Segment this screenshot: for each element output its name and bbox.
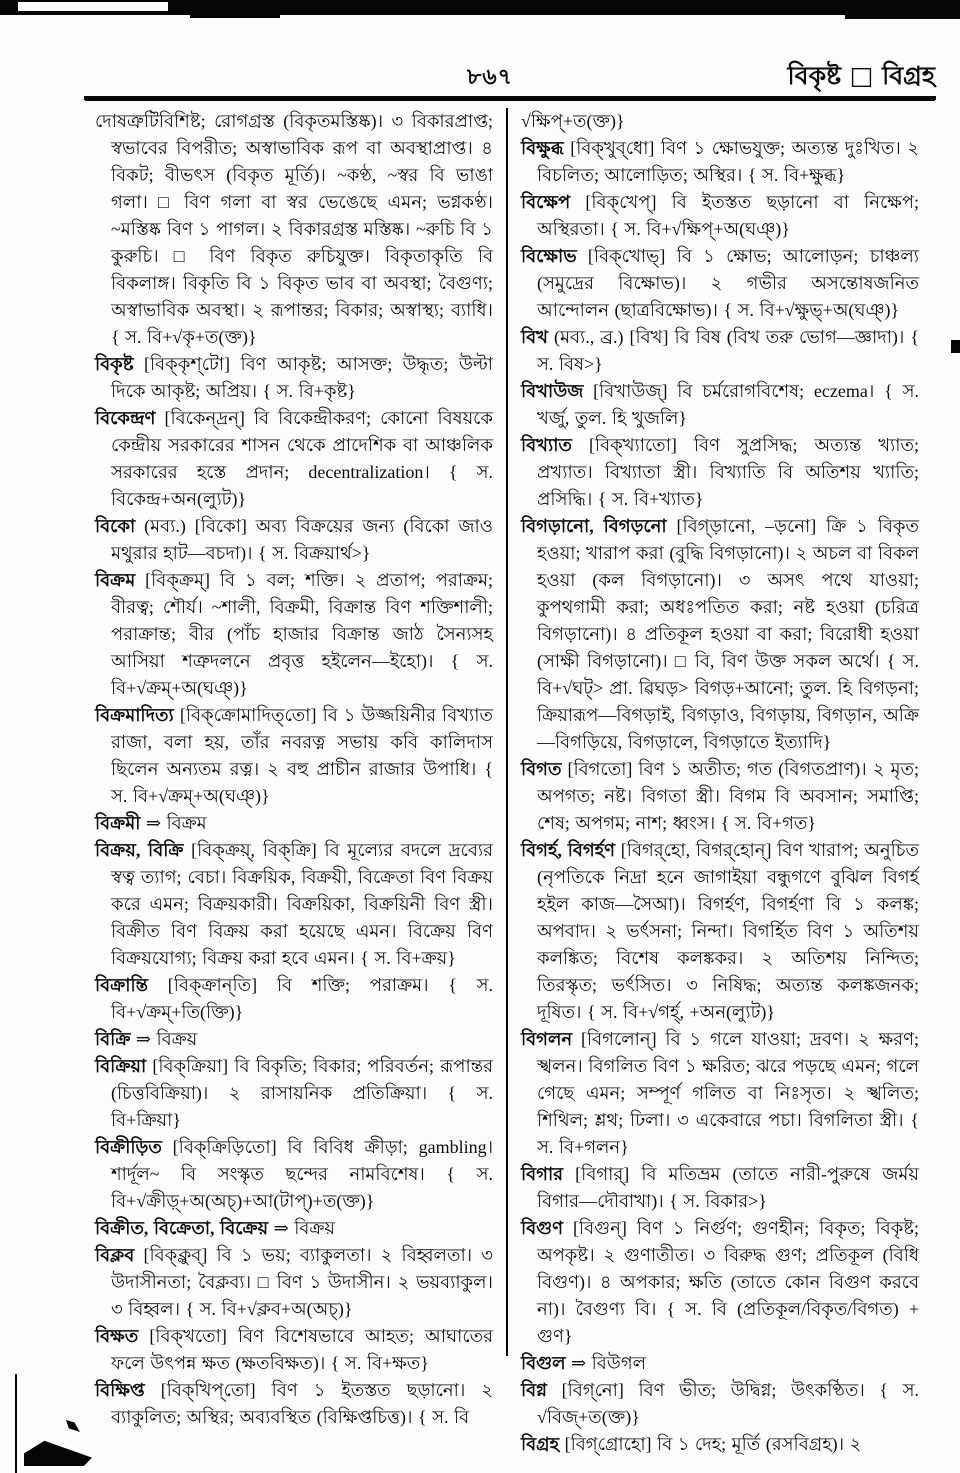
dictionary-entry [521,1350,919,1377]
entry-body: [বিগ্‌গ্রোহো] বি ১ দেহ; মূর্তি (রসবিগ্রহ)। ২ [564,1434,862,1454]
scan-artifact-blob [24,1438,92,1466]
entry-headword: বিগ্ন [521,1380,562,1400]
scan-artifact-noise [18,2,168,11]
entry-headword: বিক্রীড়িত [95,1137,173,1157]
dictionary-entry [95,1215,493,1242]
entry-body: [বিগ্‌ড়ানো, –ড়নো] ক্রি ১ বিকৃত হওয়া; খারাপ করা (বুদ্ধি বিগড়ানো)। ২ অচল বা বিকল হওয়া (কল বিগড়ানো)। ৩ অসৎ পথে যাওয়া; কুপথগামী করা; অধঃপতিত করা; নষ্ট হওয়া (চরিত্র বিগড়ানো)। ৪ প্রতিকূল হওয়া বা করা; বিরোধী হওয়া (সাক্ষী বিগড়ানো)। □ বি, বিণ উক্ত সকল অর্থে। { স. বি+√ঘট্> প্রা. ৱিঘড়> বিগড়+আনো; তুল. হি বিগড়না; ক্রিয়ারূপ—বিগড়াই, বিগড়াও, বিগড়ায়, বিগড়ান, অক্রি—বিগড়িয়ে, বিগড়ালে, বিগড়াতে ইত্যাদি} [537,516,919,752]
entry-headword: বিক্ষেপ [521,192,586,212]
scan-artifact-fragment [845,15,960,19]
entry-body: [বিক্‌ক্রম্] বি ১ বল; শক্তি। ২ প্রতাপ; পরাক্রম; বীরত্ব; শৌর্য। ~শালী, বিক্রমী, বিক্রান্ত বিণ শক্তিশালী; পরাক্রান্ত; বীর (পাঁচ হাজার বিক্রান্ত জাঠ সৈন্যসহ আসিয়া শত্রুদলনে প্রবৃত্ত হইলেন—ইহো)। { স. বি+√ক্রম্+অ(ঘঞ্)} [111,570,493,698]
page-header [85,56,935,94]
entry-headword: বিগুল [521,1353,572,1373]
page-number: ৮৬৭ [467,64,513,89]
entry-body: √ক্ষিপ্+ত(ক্ত)} [521,111,625,131]
entry-body: ⇒ বিক্রম [145,813,207,833]
dictionary-entry [95,1242,493,1323]
entry-headword: বিক্ষোভ [521,246,588,266]
entry-body: [বিক্‌ক্রান্‌তি] বি শক্তি; পরাক্রম। { স. বি+√ক্রম্+তি(ক্তি)} [111,975,493,1022]
entry-headword: বিগড়ানো, বিগড়নো [521,516,677,536]
entry-headword: বিকৃষ্ট [95,354,145,374]
entry-headword: বিগত [521,759,568,779]
entry-body: [বিক্‌ক্রোমাদিত্‌তো] বি ১ উজ্জয়িনীর বিখ্যাত রাজা, বলা হয়, তাঁর নবরত্ন সভায় কবি কালিদাস ছিলেন অন্যতম রত্ন। ২ বহু প্রাচীন রাজার উপাধি। { স. বি+√ক্রম্+অ(ঘঞ্)} [111,705,493,806]
dictionary-entry [95,567,493,702]
entry-body: [বিক্‌খেপ্] বি ইতস্তত ছড়ানো বা নিক্ষেপ; অস্থিরতা। { স. বি+√ক্ষিপ্+অ(ঘঞ্)} [537,192,920,239]
entry-body: [বিগর্‌হো, বিগর্‌হোন্] বিণ খারাপ; অনুচিত (নৃপতিকে নিদ্রা হনে জাগাইয়া বন্ধুগণে বুঝিল বিগর্হ হইল কাজ—সৈআ)। বিগর্হণ, বিগর্হণা বি ১ কলঙ্ক; অপবাদ। ২ ভর্ৎসনা; নিন্দা। বিগর্হিত বিণ ১ অতিশয় কলঙ্কিত; বিশেষ কলঙ্ককর। ২ অতিশয় নিন্দিত; তিরস্কৃত; ভর্ৎসিত। ৩ নিষিদ্ধ; অত্যন্ত কলঙ্কজনক; দূষিত। { স. বি+√গর্হ্, +অন(ল্যুট)} [537,840,919,1022]
entry-headword: বিগলন [521,1029,581,1049]
entry-body: [বিক্‌কৃশ্‌টো] বিণ আকৃষ্ট; আসক্ত; উদ্ধৃত; উল্টা দিকে আকৃষ্ট; অপ্রিয়। { স. বি+কৃষ্ট} [111,354,494,401]
entry-headword: বিখ [521,327,554,347]
dictionary-entry [521,756,919,837]
entry-headword: বিগ্রহ [521,1434,565,1454]
dictionary-entry [95,1026,493,1053]
entry-body: [বিগার্] বি মতিভ্রম (তাতে নারী-পুরুষে জর্ময় বিগার—দৌবাখা)। { স. বিকার>} [537,1164,920,1211]
entry-body: [বিক্‌ক্রয়্, বিক্‌ক্রি] বি মূল্যের বদলে দ্রব্যের স্বত্ব ত্যাগ; বেচা। বিক্রয়িক, বিক্রয়ী, বিক্রেতা বিণ বিক্রয় করে এমন; বিক্রয়কারী। বিক্রয়িকা, বিক্রয়িনী বিণ স্ত্রী। বিক্রীত বিণ বিক্রয় করা হয়েছে এমন। বিক্রেয় বিণ বিক্রয়যোগ্য; বিক্রয় করা হবে এমন। { স. বি+ক্রয়} [111,840,493,968]
dictionary-entry [521,1215,919,1350]
right-column [521,108,919,1458]
entry-body: ⇒ বিক্রয় [135,1029,198,1049]
entry-body: [বিক্‌খিপ্‌তো] বিণ ১ ইতস্তত ছড়ানো। ২ ব্যাকুলিত; অস্থির; অব্যবস্থিত (বিক্ষিপ্তচিত্ত)। { স. বি [111,1380,493,1427]
left-column [95,108,493,1458]
dictionary-entry [95,1323,493,1377]
entry-body: ⇒ বিউগল [571,1353,647,1373]
dictionary-entry [521,1026,919,1161]
entry-headword: বিগুণ [521,1218,573,1238]
scan-artifact-mark [66,1420,80,1432]
entry-body: [বিক্‌ক্রিড়িতো] বি বিবিধ ক্রীড়া; gambling। শার্দূল~ বি সংস্কৃত ছন্দের নামবিশেষ। { স. বি+√ক্রীড়্+অ(অচ্)+আ(টাপ্)+ত(ক্ত)} [111,1137,494,1211]
dictionary-entry [521,837,919,1026]
dictionary-entry [95,351,493,405]
scan-artifact-edge-line [15,1374,17,1473]
dictionary-entry [95,1053,493,1134]
entry-body: [বিক্‌ক্লুব্] বি ১ ভয়; ব্যাকুলতা। ২ বিহ্বলতা। ৩ উদাসীনতা; বৈক্লব্য। □ বিণ ১ উদাসীন। ২ ভয়ব্যাকুল। ৩ বিহ্বল। { স. বি+√ক্লব+অ(অচ্)} [111,1245,493,1319]
entry-body: [বিগলোন্] বি ১ গলে যাওয়া; দ্রবণ। ২ ক্ষরণ; স্খলন। বিগলিত বিণ ১ ক্ষরিত; ঝরে পড়ছে এমন; গলে গেছে এমন; সম্পূর্ণ গলিত বা নিঃসৃত। ২ স্খলিত; শিথিল; শ্লথ; ঢিলা। ৩ একেবারে পচা। বিগলিতা স্ত্রী। { স. বি+গলন} [537,1029,919,1157]
entry-headword: বিক্ষিপ্ত [95,1380,161,1400]
entry-headword: বিক্রমাদিত্য [95,705,180,725]
entry-headword: বিকো [95,516,145,536]
dictionary-entry [521,243,919,324]
entry-headword: বিখ্যাত [521,435,589,455]
dictionary-entry [95,972,493,1026]
column-divider [506,108,508,1356]
entry-body: ⇒ বিক্রয় [273,1218,336,1238]
entry-body: [বিকেন্‌দ্রন্] বি বিকেন্দ্রীকরণ; কোনো বিষয়কে কেন্দ্রীয় সরকারের শাসন থেকে প্রাদেশিক বা আঞ্চলিক সরকারের হস্তে প্রদান; decentralization। { স. বিকেন্দ্র+অন(ল্যুট)} [111,408,494,509]
entry-headword: বিক্রীত, বিক্রেতা, বিক্রেয় [95,1218,274,1238]
entry-headword: বিক্লব [95,1245,144,1265]
entry-headword: বিক্রয়, বিক্রি [95,840,192,860]
dictionary-entry [521,378,919,432]
entry-body: [বিখাউজ্] বি চর্মরোগবিশেষ; eczema। { স. খর্জু, তুল. হি খুজলি} [537,381,919,428]
dictionary-entry [521,513,919,756]
dictionary-entry [521,1377,919,1431]
scan-artifact-top-bar [0,0,960,15]
dictionary-entry [521,1161,919,1215]
entry-body: [বিক্‌খ্যাতো] বিণ সুপ্রসিদ্ধ; অত্যন্ত খ্যাত; প্রখ্যাত। বিখ্যাতা স্ত্রী। বিখ্যাতি বি অতিশয় খ্যাতি; প্রসিদ্ধি। { স. বি+খ্যাত} [537,435,920,509]
dictionary-columns [95,108,919,1458]
dictionary-entry [95,702,493,810]
dictionary-entry [95,108,493,351]
entry-headword: বিক্রিয়া [95,1056,153,1076]
entry-body: [বিক্‌খোভ্] বি ১ ক্ষোভ; আলোড়ন; চাঞ্চল্য (সমুদ্রের বিক্ষোভ)। ২ গভীর অসন্তোষজনিত আন্দোলন (ছাত্রবিক্ষোভ)। { স. বি+√ক্ষুভ্+অ(ঘঞ্)} [537,246,920,320]
guide-words: বিকৃষ্ট □ বিগ্রহ [787,61,935,90]
scan-artifact-fragment [190,15,280,18]
dictionary-entry [95,1377,493,1431]
entry-body: (মব্য., ব্র.) [বিখ] বি বিষ (বিখ তরু ভোগ—জ্ঞাদা)। { স. বিষ>} [537,327,919,374]
entry-body: (মব্য.) [বিকো] অব্য বিক্রয়ের জন্য (বিকো জাও মথুরার হাট—বচদা)। { স. বিক্রয়ার্থ>} [111,516,493,563]
dictionary-entry [95,810,493,837]
header-rule [84,96,936,100]
dictionary-entry [521,135,919,189]
entry-body: [বিগতো] বিণ ১ অতীত; গত (বিগতপ্রাণ)। ২ মৃত; অপগত; নষ্ট। বিগতা স্ত্রী। বিগম বি অবসান; সমাপ্তি; শেষ; অপগম; নাশ; ধ্বংস। { স. বি+গত} [537,759,919,833]
dictionary-entry [521,324,919,378]
dictionary-entry [95,405,493,513]
entry-body: [বিগ্‌নো] বিণ ভীত; উদ্বিগ্ন; উৎকণ্ঠিত। { স. √বিজ্+ত(ক্ত)} [537,1380,919,1427]
dictionary-entry [521,108,919,135]
entry-headword: বিক্রি [95,1029,136,1049]
entry-headword: বিক্ষুব্ধ [521,138,571,158]
dictionary-entry [521,1431,919,1458]
entry-headword: বিকেন্দ্রণ [95,408,165,428]
entry-body: [বিক্‌খতো] বিণ বিশেষভাবে আহত; আঘাতের ফলে উৎপন্ন ক্ষত (ক্ষতবিক্ষত)। { স. বি+ক্ষত} [111,1326,493,1373]
entry-headword: বিক্রমী [95,813,146,833]
entry-headword: বিক্ষত [95,1326,150,1346]
entry-headword: বিক্রম [95,570,146,590]
dictionary-entry [95,513,493,567]
entry-body: দোষত্রুটিবিশিষ্ট; রোগগ্রস্ত (বিকৃতমস্তিষ্ক)। ৩ বিকারপ্রাপ্ত; স্বভাবের বিপরীত; অস্বাভাবিক রূপ বা অবস্থাপ্রাপ্ত। ৪ বিকট; বীভৎস (বিকৃত মূর্তি)। ~কণ্ঠ, ~স্বর বি ভাঙা গলা। □ বিণ গলা বা স্বর ভেঙেছে এমন; ভগ্নকণ্ঠ। ~মস্তিষ্ক বিণ ১ পাগল। ২ বিকারগ্রস্ত মস্তিষ্ক। ~রুচি বি ১ কুরুচি। □ বিণ বিকৃত রুচিযুক্ত। বিকৃতাকৃতি বি বিকলাঙ্গ। বিকৃতি বি ১ বিকৃত ভাব বা অবস্থা; বৈগুণ্য; অস্বাভাবিক অবস্থা। ২ রূপান্তর; বিকার; অস্বাস্থ্য; ব্যাধি। { স. বি+√কৃ+ত(ক্ত)} [95,111,493,347]
dictionary-entry [521,432,919,513]
entry-headword: বিখাউজ [521,381,594,401]
entry-body: [বিক্‌খুব্‌ধো] বিণ ১ ক্ষোভযুক্ত; অত্যন্ত দুঃখিত। ২ বিচলিত; আলোড়িত; অস্থির। { স. বি+ক্ষুব্ধ} [537,138,920,185]
scan-artifact-mark [951,340,960,353]
entry-body: [বিক্‌ক্রিয়া] বি বিকৃতি; বিকার; পরিবর্তন; রূপান্তর (চিত্তবিক্রিয়া)। ২ রাসায়নিক প্রতিক্রিয়া। { স. বি+ক্রিয়া} [111,1056,493,1130]
dictionary-entry [95,1134,493,1215]
entry-headword: বিগর্হ, বিগর্হণ [521,840,621,860]
entry-headword: বিগার [521,1164,576,1184]
dictionary-entry [95,837,493,972]
entry-body: [বিগুন্] বিণ ১ নির্গুণ; গুণহীন; বিকৃত; বিকৃষ্ট; অপকৃষ্ট। ২ গুণাতীত। ৩ বিরুদ্ধ গুণ; প্রতিকূল (বিধি বিগুণ)। ৪ অপকার; ক্ষতি (তাতে কোন বিগুণ করবে না)। বৈগুণ্য বি। { স. বি (প্রতিকূল/বিকৃত/বিগত) + গুণ} [537,1218,920,1346]
dictionary-entry [521,189,919,243]
entry-headword: বিক্রান্তি [95,975,168,995]
